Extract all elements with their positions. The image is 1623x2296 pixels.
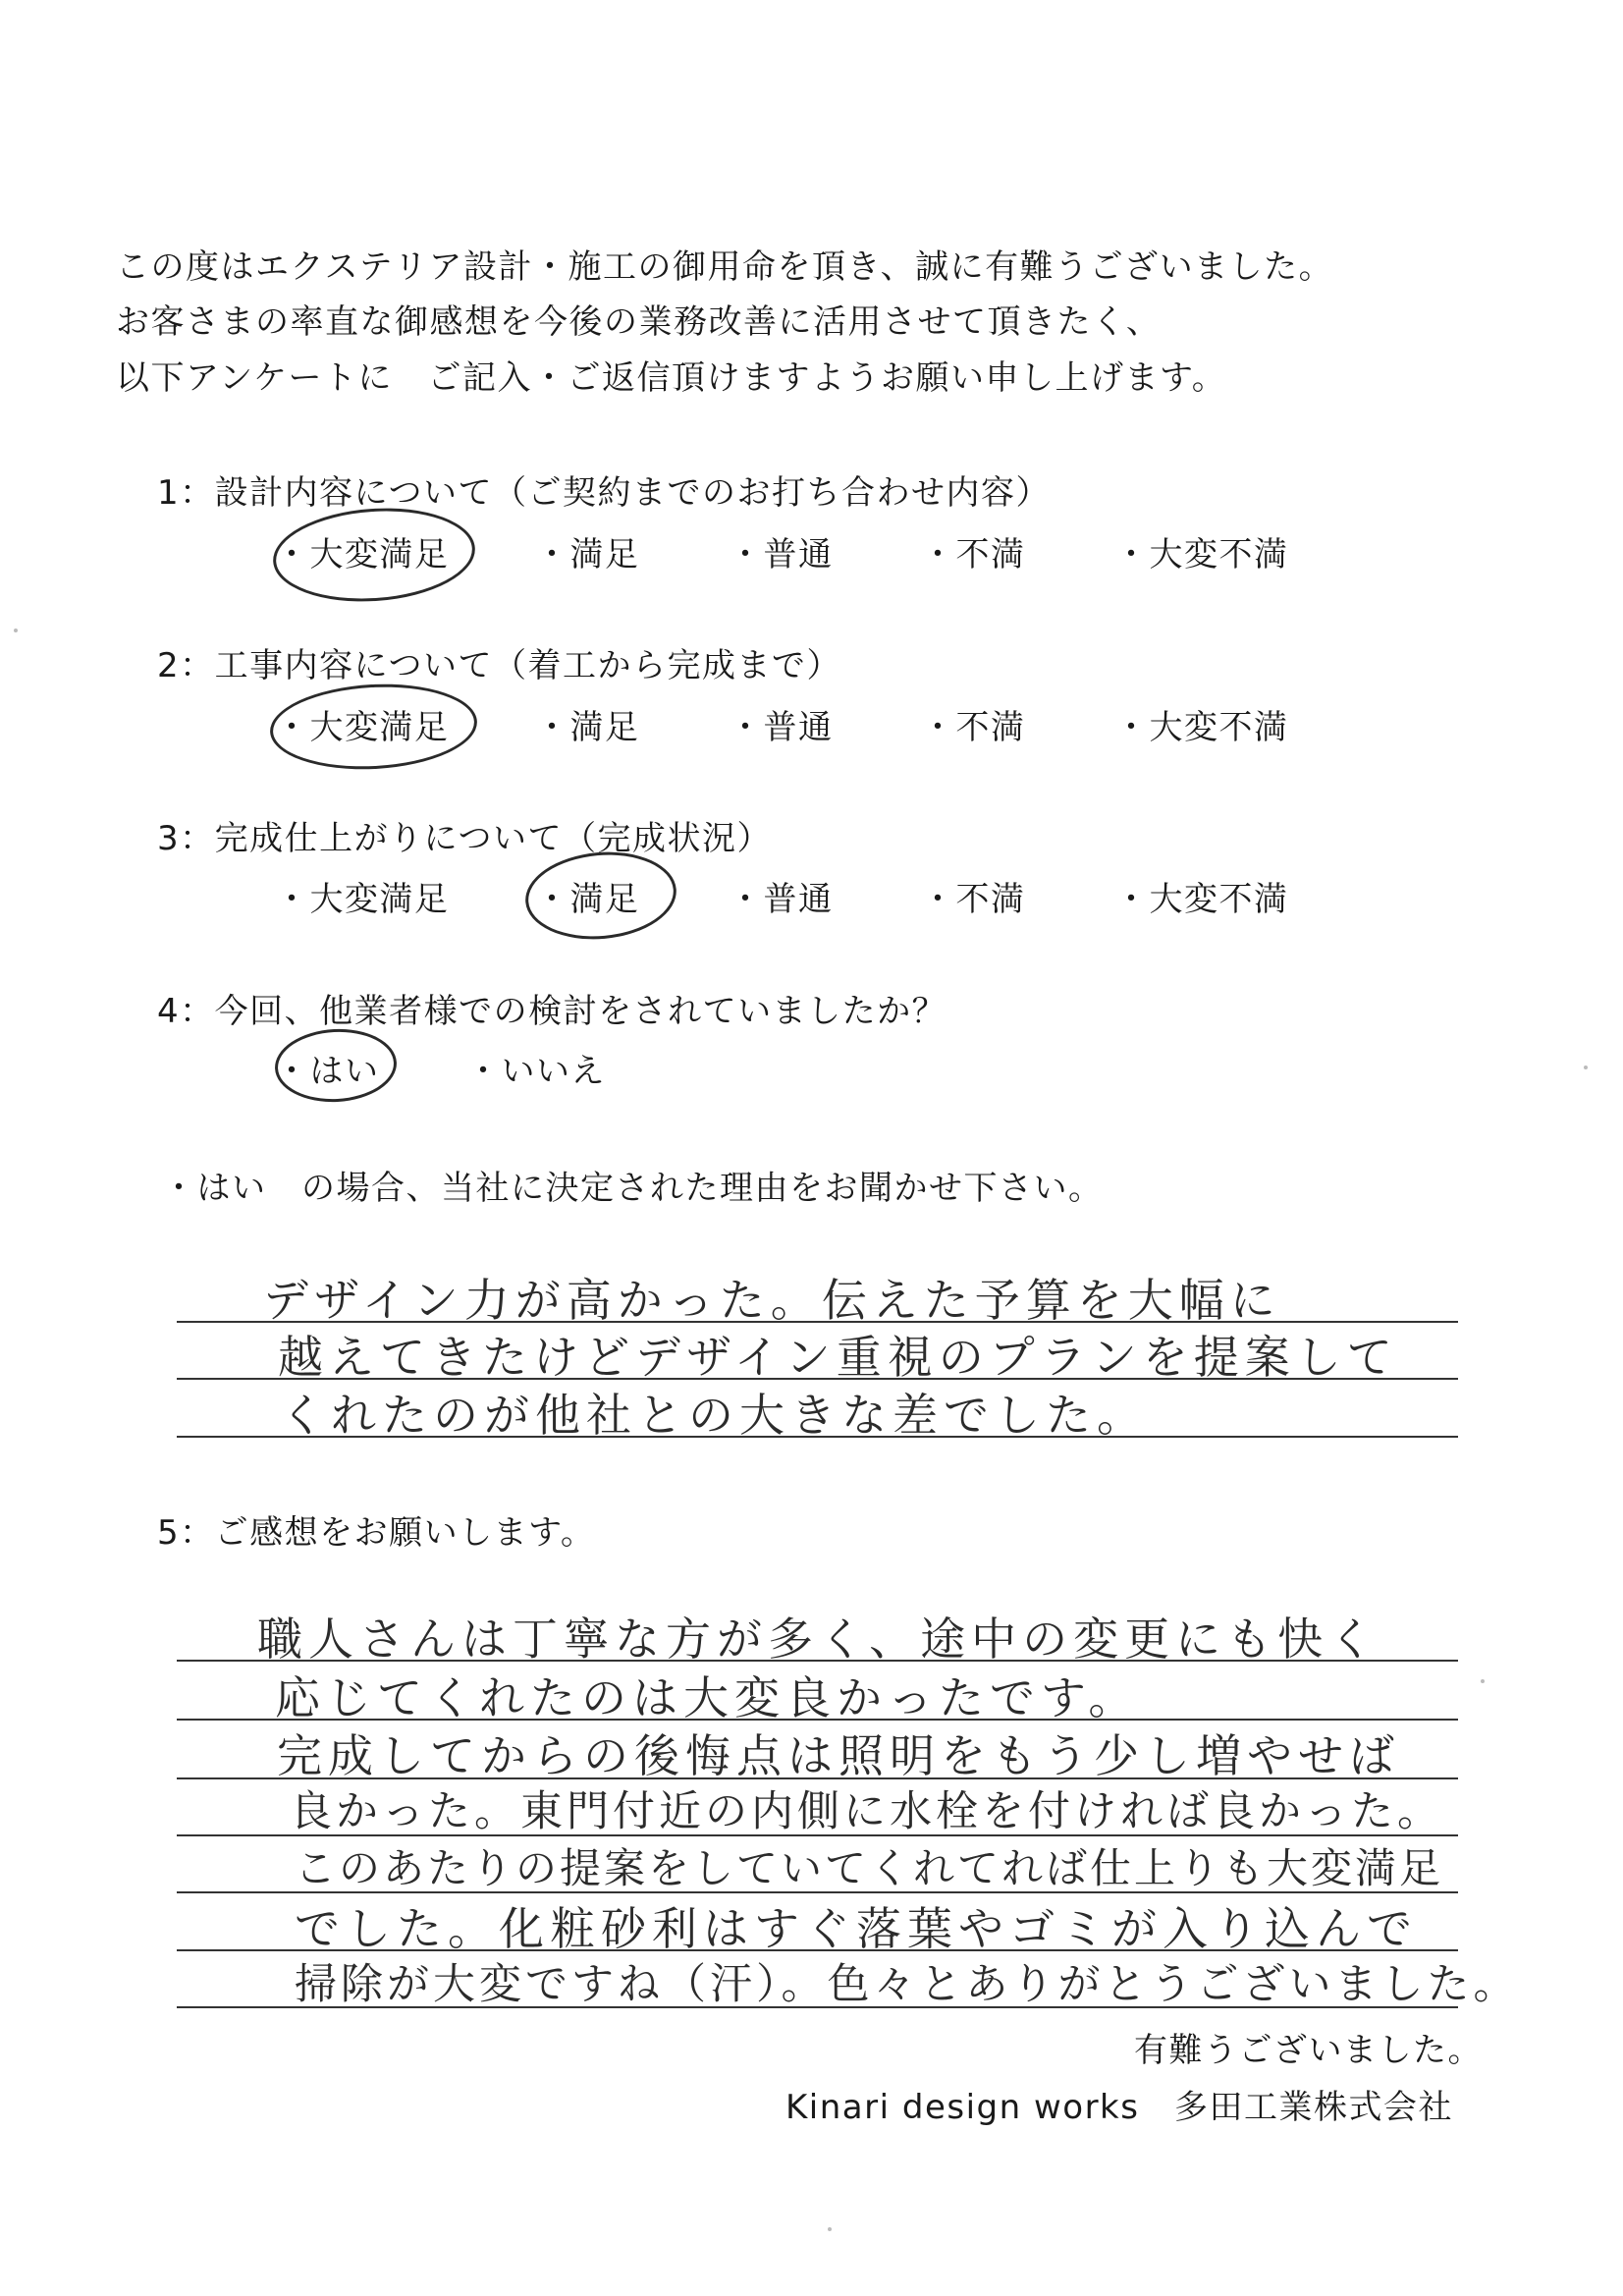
q3-option-dissatisfied[interactable]: ・不満 xyxy=(921,880,1026,919)
closing-company: Kinari design works 多田工業株式会社 xyxy=(785,2088,1453,2127)
reason-answer-line-2: 越えてきたけどデザイン重視のプランを提案して xyxy=(278,1331,1398,1384)
closing-thanks: 有難うございました。 xyxy=(1134,2031,1483,2070)
q3-option-very-satisfied[interactable]: ・大変満足 xyxy=(275,880,450,919)
question-5-title: 5：ご感想をお願いします。 xyxy=(157,1513,596,1553)
intro-line-3: 以下アンケートに ご記入・ご返信頂けますようお願い申し上げます。 xyxy=(116,358,1227,398)
question-2-title: 2：工事内容について（着工から完成まで） xyxy=(157,646,841,685)
q5-answer-line-7: 掃除が大変ですね（汗）。色々とありがとうございました。 xyxy=(295,1960,1520,2009)
q3-option-very-dissatisfied[interactable]: ・大変不満 xyxy=(1114,880,1289,919)
q4-option-yes[interactable]: ・はい xyxy=(275,1052,380,1091)
q2-option-very-dissatisfied[interactable]: ・大変不満 xyxy=(1114,708,1289,747)
q4-option-no[interactable]: ・いいえ xyxy=(466,1052,606,1091)
question-4-title: 4：今回、他業者様での検討をされていましたか？ xyxy=(157,992,947,1031)
reason-answer-line-1: デザイン力が高かった。伝えた予算を大幅に xyxy=(263,1274,1281,1327)
q2-option-satisfied[interactable]: ・満足 xyxy=(535,708,640,747)
scan-speck xyxy=(828,2227,832,2231)
q1-option-normal[interactable]: ・普通 xyxy=(729,535,834,574)
q2-option-very-satisfied[interactable]: ・大変満足 xyxy=(275,708,450,747)
q2-option-normal[interactable]: ・普通 xyxy=(729,708,834,747)
q5-answer-line-5: このあたりの提案をしていてくれてれば仕上りも大変満足 xyxy=(295,1844,1444,1892)
question-1-title: 1：設計内容について（ご契約までのお打ち合わせ内容） xyxy=(157,473,1051,513)
q5-answer-line-1: 職人さんは丁寧な方が多く、途中の変更にも快く xyxy=(257,1613,1380,1666)
q5-answer-line-3: 完成してからの後悔点は照明をもう少し増やせば xyxy=(277,1729,1400,1782)
scan-speck xyxy=(1481,1679,1485,1683)
q5-answer-line-2: 応じてくれたのは大変良かったです。 xyxy=(275,1671,1140,1724)
q1-option-very-dissatisfied[interactable]: ・大変不満 xyxy=(1114,535,1289,574)
reason-prompt: ・はい の場合、当社に決定された理由をお聞かせ下さい。 xyxy=(162,1169,1104,1208)
question-3-title: 3：完成仕上がりについて（完成状況） xyxy=(157,819,772,858)
reason-answer-line-3: くれたのが他社との大きな差でした。 xyxy=(280,1389,1148,1442)
scan-speck xyxy=(14,629,18,632)
q3-option-normal[interactable]: ・普通 xyxy=(729,880,834,919)
intro-line-1: この度はエクステリア設計・施工の御用命を頂き、誠に有難うございました。 xyxy=(116,247,1334,287)
intro-line-2: お客さまの率直な御感想を今後の業務改善に活用させて頂きたく、 xyxy=(116,302,1162,342)
q1-option-satisfied[interactable]: ・満足 xyxy=(535,535,640,574)
scan-speck xyxy=(1584,1066,1588,1069)
q5-answer-line-6: でした。化粧砂利はすぐ落葉やゴミが入り込んで xyxy=(295,1902,1418,1955)
q1-option-dissatisfied[interactable]: ・不満 xyxy=(921,535,1026,574)
q5-answer-line-4: 良かった。東門付近の内側に水栓を付ければ良かった。 xyxy=(290,1787,1443,1836)
q1-option-very-satisfied[interactable]: ・大変満足 xyxy=(275,535,450,574)
q3-option-satisfied[interactable]: ・満足 xyxy=(535,880,640,919)
q2-option-dissatisfied[interactable]: ・不満 xyxy=(921,708,1026,747)
